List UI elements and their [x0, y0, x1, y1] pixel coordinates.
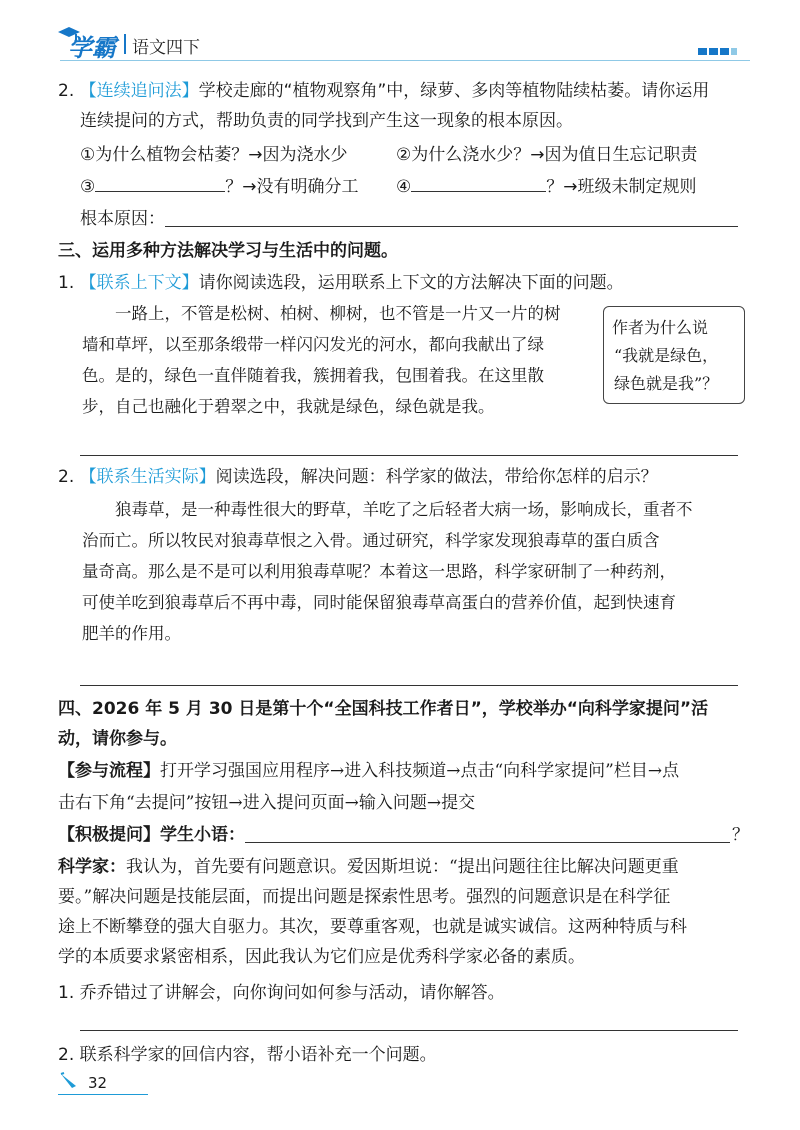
header-divider [124, 34, 126, 54]
answer-blank-4[interactable] [411, 173, 546, 192]
passage-line: 墙和草坪，以至那条缎带一样闪闪发光的河水，都向我献出了绿 [82, 335, 544, 354]
scientist-reply-line2: 要。”解决问题是技能层面，而提出问题是探索性思考。强烈的问题意识是在科学征 [58, 887, 671, 907]
section-4-heading-line2: 动，请你参与。 [58, 729, 177, 749]
scientist-reply-line3: 途上不断攀登的强大自驱力。其次，要尊重客观，也就是诚实诚信。这两种特质与科 [58, 917, 687, 937]
passage-line: 步，自己也融化于碧翠之中，我就是绿色，绿色就是我。 [82, 397, 495, 416]
header-decoration [698, 40, 737, 59]
callout-line: “我就是绿色， [614, 346, 719, 365]
passage-line: 一路上，不管是松树、柏树、柳树，也不管是一片又一片的树 [115, 304, 561, 323]
root-cause-label: 根本原因： [80, 209, 165, 229]
passage-line: 狼毒草，是一种毒性很大的野草，羊吃了之后轻者大病一场，影响成长，重者不 [115, 500, 693, 519]
section-4-question-1: 1. 乔乔错过了讲解会，向你询问如何参与活动，请你解答。 [58, 983, 505, 1003]
section-4-heading: 四、2026 年 5 月 30 日是第十个“全国科技工作者日”，学校举办“向科学家提问”活 [58, 699, 709, 719]
answer-line[interactable] [80, 455, 738, 456]
passage-line: 色。是的，绿色一直伴随着我，簇拥着我，包围着我。在这里散 [82, 366, 544, 385]
root-cause-answer-line[interactable] [165, 226, 738, 227]
question-2-top: 2. 【连续追问法】学校走廊的“植物观察角”中，绿萝、多肉等植物陆续枯萎。请你运用 [58, 81, 710, 101]
question-2-text-line2: 连续提问的方式，帮助负责的同学找到产生这一现象的根本原因。 [80, 111, 573, 131]
student-question-answer-line[interactable] [245, 842, 730, 843]
scientist-reply: 科学家：我认为，首先要有问题意识。爱因斯坦说：“提出问题往往比解决问题更重 [58, 857, 679, 877]
section-3-heading: 三、运用多种方法解决学习与生活中的问题。 [58, 241, 398, 261]
pencil-icon [58, 1070, 82, 1090]
callout-line: 绿色就是我”？ [614, 374, 719, 393]
callout-question-box [603, 306, 745, 404]
answer-line[interactable] [80, 685, 738, 686]
participation-flow: 【参与流程】打开学习强国应用程序→进入科技频道→点击“向科学家提问”栏目→点 [58, 761, 680, 781]
callout-line: 作者为什么说 [612, 318, 709, 337]
passage-green [82, 298, 602, 422]
passage-wolfsbane [82, 494, 752, 649]
brand-logo: 学霸 [68, 34, 116, 62]
participation-flow-line2: 击右下角“去提问”按钮→进入提问页面→输入问题→提交 [58, 793, 476, 813]
section-3-question-2: 2. 【联系生活实际】阅读选段，解决问题：科学家的做法，带给你怎样的启示？ [58, 467, 658, 487]
passage-line: 量奇高。那么是不是可以利用狼毒草呢？本着这一思路，科学家研制了一种药剂， [82, 562, 676, 581]
question-mark: ？ [732, 825, 749, 845]
passage-line: 肥羊的作用。 [82, 624, 181, 643]
student-question: 【积极提问】学生小语： [58, 825, 245, 845]
header-rule [60, 60, 750, 61]
chain-item-3: ③ ？→没有明确分工 [80, 172, 359, 202]
chain-item-4: ④ ？→班级未制定规则 [396, 172, 697, 202]
section-3-question-1: 1. 【联系上下文】请你阅读选段，运用联系上下文的方法解决下面的问题。 [58, 273, 624, 293]
passage-line: 治而亡。所以牧民对狼毒草恨之入骨。通过研究，科学家发现狼毒草的蛋白质含 [82, 531, 660, 550]
section-4-question-2: 2. 联系科学家的回信内容，帮小语补充一个问题。 [58, 1045, 437, 1065]
question-tag: 【联系上下文】 [79, 273, 199, 293]
page-number: 32 [88, 1074, 108, 1092]
question-tag: 【连续追问法】 [79, 81, 199, 101]
footer-rule [58, 1094, 148, 1095]
header-subject: 语文四下 [132, 38, 200, 58]
chain-item-1: ①为什么植物会枯萎？→因为浇水少 [80, 145, 348, 165]
chain-item-2: ②为什么浇水少？→因为值日生忘记职责 [396, 145, 698, 165]
header [50, 22, 750, 62]
answer-line[interactable] [80, 1030, 738, 1031]
question-tag: 【联系生活实际】 [79, 467, 216, 487]
passage-line: 可使羊吃到狼毒草后不再中毒，同时能保留狼毒草高蛋白的营养价值，起到快速育 [82, 593, 676, 612]
scientist-reply-line4: 学的本质要求紧密相系，因此我认为它们应是优秀科学家必备的素质。 [58, 947, 585, 967]
answer-blank-3[interactable] [95, 173, 225, 192]
